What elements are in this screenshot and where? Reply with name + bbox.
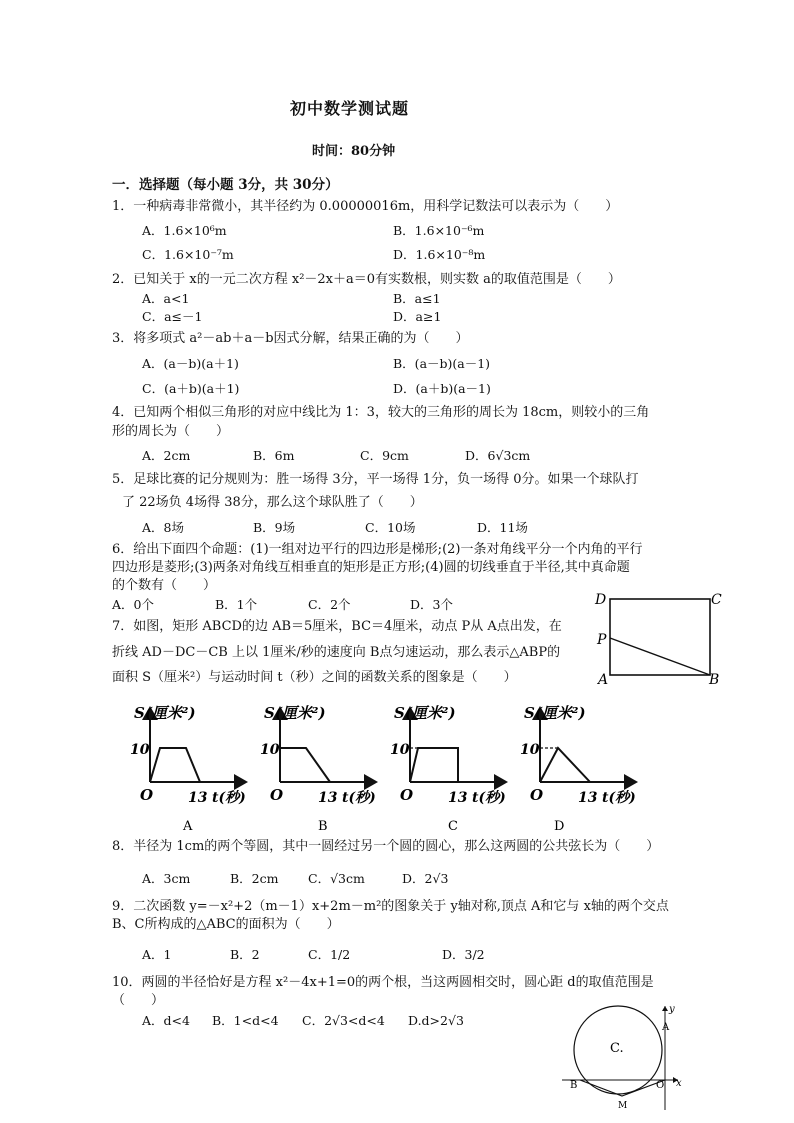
q7-stem-line3: 面积 S（厘米²）与运动时间 t（秒）之间的函数关系的图象是（ ） <box>112 670 517 685</box>
graph-c-origin: O <box>400 786 414 804</box>
graph-option-c: C <box>448 819 458 834</box>
q8-option-a[interactable]: A．3cm <box>142 871 191 886</box>
graph-c-ylabel: S(厘米²) <box>394 704 456 722</box>
q9-stem-line2: B、C所构成的△ABC的面积为（ ） <box>112 917 340 932</box>
q2-option-d[interactable]: D．a≥1 <box>393 309 442 324</box>
q1-option-d[interactable]: D．1.6×10⁻⁸m <box>393 247 486 262</box>
graph-a-origin: O <box>140 786 154 804</box>
q5-option-d[interactable]: D．11场 <box>477 520 528 535</box>
circle-coordinate-figure <box>556 1000 696 1118</box>
page-title: 初中数学测试题 <box>290 99 410 118</box>
graph-c <box>390 704 506 806</box>
q6-option-d[interactable]: D．3个 <box>410 597 453 612</box>
q1-option-a[interactable]: A．1.6×10⁶m <box>142 223 227 238</box>
q4-option-b[interactable]: B．6m <box>253 448 295 463</box>
graph-d-origin: O <box>530 786 544 804</box>
q9-stem-line1: 9．二次函数 y=－x²+2（m－1）x+2m－m²的图象关于 y轴对称,顶点 A和它与 x轴的两个交点 <box>112 899 669 914</box>
q10-option-b[interactable]: B．1<d<4 <box>212 1013 279 1028</box>
graph-option-a: A <box>183 819 193 834</box>
rect-label-p: P <box>597 632 607 648</box>
q6-option-a[interactable]: A．0个 <box>112 597 154 612</box>
graph-b-y10: 10 <box>260 742 280 758</box>
graph-b-x13: 13 <box>318 790 338 806</box>
graph-a-y10: 10 <box>130 742 150 758</box>
graph-c-xlabel: t(秒) <box>472 790 506 806</box>
q5-stem-line2: 了 22场负 4场得 38分，那么这个球队胜了（ ） <box>122 495 423 510</box>
graph-c-y10: 10 <box>390 742 410 758</box>
circle-label-y: y <box>669 1004 675 1015</box>
graph-a <box>130 704 246 806</box>
q7-stem-line2: 折线 AD－DC－CB 上以 1厘米/秒的速度向 B点匀速运动，那么表示△ABP的 <box>112 645 561 660</box>
circle-label-o: O <box>656 1080 665 1091</box>
rect-label-c: C <box>711 592 722 608</box>
time-limit: 时间：80分钟 <box>312 144 396 159</box>
q8-option-b[interactable]: B．2cm <box>230 871 279 886</box>
q1-option-b[interactable]: B．1.6×10⁻⁶m <box>393 223 485 238</box>
q10-option-a[interactable]: A．d<4 <box>142 1013 190 1028</box>
rect-label-d: D <box>595 592 607 608</box>
q6-option-c[interactable]: C．2个 <box>308 597 351 612</box>
q9-option-c[interactable]: C．1/2 <box>308 947 351 962</box>
graph-d-ylabel: S(厘米²) <box>524 704 586 722</box>
q4-stem-line2: 形的周长为（ ） <box>112 424 230 439</box>
q4-option-c[interactable]: C．9cm <box>360 448 409 463</box>
q1-option-c[interactable]: C．1.6×10⁻⁷m <box>142 247 234 262</box>
q9-option-b[interactable]: B．2 <box>230 947 260 962</box>
graph-option-b: B <box>318 819 328 834</box>
q5-option-a[interactable]: A．8场 <box>142 520 184 535</box>
graph-d-xlabel: t(秒) <box>602 790 636 806</box>
q3-option-b[interactable]: B．(a－b)(a－1) <box>393 356 491 371</box>
q3-option-a[interactable]: A．(a－b)(a＋1) <box>142 356 239 371</box>
q2-option-c[interactable]: C．a≤－1 <box>142 309 203 324</box>
graph-b-origin: O <box>270 786 284 804</box>
q2-option-b[interactable]: B．a≤1 <box>393 291 441 306</box>
q5-stem-line1: 5．足球比赛的记分规则为：胜一场得 3分，平一场得 1分，负一场得 0分。如果一个球队打 <box>112 472 639 487</box>
graph-b-xlabel: t(秒) <box>342 790 376 806</box>
graph-b-ylabel: S(厘米²) <box>264 704 326 722</box>
q6-stem-line2: 四边形是菱形;(3)两条对角线互相垂直的矩形是正方形;(4)圆的切线垂直于半径,其中真命题 <box>112 560 630 575</box>
graph-option-d: D <box>554 819 565 834</box>
graph-a-x13: 13 <box>188 790 208 806</box>
graph-c-x13: 13 <box>448 790 468 806</box>
q10-option-c[interactable]: C．2√3<d<4 <box>302 1013 385 1028</box>
q2-option-a[interactable]: A．a<1 <box>142 291 190 306</box>
graph-d-x13: 13 <box>578 790 598 806</box>
q7-stem-line1: 7．如图，矩形 ABCD的边 AB＝5厘米，BC＝4厘米，动点 P从 A点出发，在 <box>112 619 562 634</box>
circle-label-x: x <box>676 1078 682 1089</box>
q6-option-b[interactable]: B．1个 <box>215 597 258 612</box>
q9-option-d[interactable]: D．3/2 <box>442 947 485 962</box>
graph-b <box>260 704 376 806</box>
circle-center-label: C. <box>610 1041 624 1056</box>
graph-a-xlabel: t(秒) <box>212 790 246 806</box>
q10-stem-line1: 10．两圆的半径恰好是方程 x²－4x+1=0的两个根，当这两圆相交时，圆心距 d的取值范围是 <box>112 975 654 990</box>
circle-label-a: A <box>662 1022 670 1033</box>
q4-stem-line1: 4．已知两个相似三角形的对应中线比为 1：3，较大的三角形的周长为 18cm，则较小的三角 <box>112 405 650 420</box>
q8-stem: 8．半径为 1cm的两个等圆，其中一圆经过另一个圆的圆心，那么这两圆的公共弦长为（ ） <box>112 839 660 854</box>
q5-option-b[interactable]: B．9场 <box>253 520 296 535</box>
q9-option-a[interactable]: A．1 <box>142 947 172 962</box>
q8-option-d[interactable]: D．2√3 <box>402 871 449 886</box>
q7-graphs <box>128 698 648 838</box>
section-heading: 一．选择题（每小题 3分，共 30分） <box>112 177 339 193</box>
graph-d <box>520 704 636 806</box>
graph-a-ylabel: S(厘米²) <box>134 704 196 722</box>
q8-option-c[interactable]: C．√3cm <box>308 871 365 886</box>
rect-label-b: B <box>709 672 720 688</box>
q5-option-c[interactable]: C．10场 <box>365 520 416 535</box>
rect-label-a: A <box>598 672 609 688</box>
circle-label-b: B <box>570 1080 578 1091</box>
circle-label-m: M <box>618 1101 628 1111</box>
graph-d-y10: 10 <box>520 742 540 758</box>
q1-stem: 1．一种病毒非常微小，其半径约为 0.00000016m，用科学记数法可以表示为（ ） <box>112 199 619 214</box>
q3-option-d[interactable]: D．(a＋b)(a－1) <box>393 381 491 396</box>
q3-option-c[interactable]: C．(a＋b)(a＋1) <box>142 381 240 396</box>
q4-option-a[interactable]: A．2cm <box>142 448 191 463</box>
q3-stem: 3．将多项式 a²－ab＋a－b因式分解，结果正确的为（ ） <box>112 331 469 346</box>
rectangle-abcd-figure <box>590 588 730 688</box>
q2-stem: 2．已知关于 x的一元二次方程 x²－2x＋a＝0有实数根，则实数 a的取值范围是（ ） <box>112 272 621 287</box>
q4-option-d[interactable]: D．6√3cm <box>465 448 531 463</box>
q6-stem-line3: 的个数有（ ） <box>112 578 217 593</box>
q10-option-d[interactable]: D.d>2√3 <box>408 1013 464 1028</box>
q6-stem-line1: 6．给出下面四个命题：(1)一组对边平行的四边形是梯形;(2)一条对角线平分一个内角的平行 <box>112 542 643 557</box>
q10-stem-line2: （ ） <box>112 993 165 1008</box>
